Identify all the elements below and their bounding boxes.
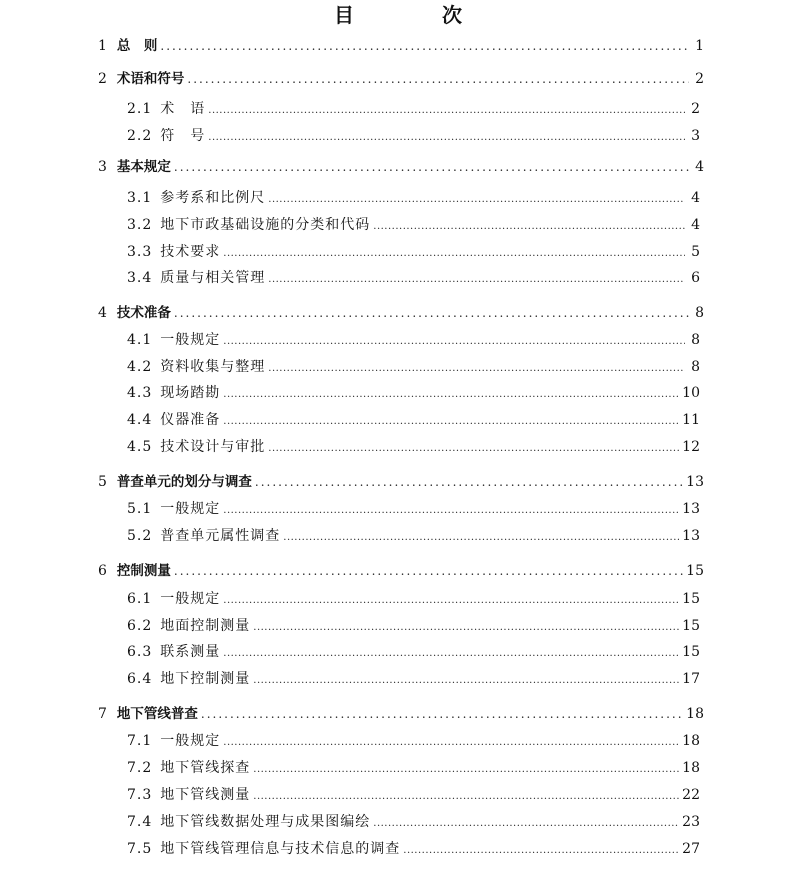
toc-entry-label: 地下市政基础设施的分类和代码 <box>160 217 371 233</box>
toc-dot-leader <box>160 33 689 59</box>
toc-entry-number: 1 <box>98 38 107 54</box>
toc-entry-number: 6.2 <box>127 618 153 634</box>
toc-dot-leader <box>253 668 679 694</box>
toc-section-entry[interactable] <box>127 586 700 612</box>
toc-entry-page-number: 15 <box>682 644 700 660</box>
toc-dot-leader <box>223 329 685 355</box>
toc-section-entry[interactable] <box>127 639 700 665</box>
toc-entry-number: 3.1 <box>127 190 153 206</box>
toc-dot-leader <box>268 436 679 462</box>
toc-dot-leader <box>223 641 679 667</box>
toc-dot-leader <box>253 615 679 641</box>
toc-entry-label: 基本规定 <box>116 159 171 175</box>
toc-entry-page-number: 15 <box>682 618 700 634</box>
toc-section-entry[interactable] <box>127 354 700 380</box>
toc-entry-page-number: 2 <box>691 101 700 117</box>
toc-entry-number: 4.2 <box>127 359 153 375</box>
toc-section-entry[interactable] <box>127 666 700 692</box>
toc-entry-number: 3.4 <box>127 270 153 286</box>
toc-entry-page-number: 1 <box>695 38 704 54</box>
toc-entry-page-number: 13 <box>686 474 704 490</box>
toc-dot-leader <box>268 356 685 382</box>
toc-section-entry[interactable] <box>127 809 700 835</box>
toc-entry-label: 参考系和比例尺 <box>160 190 266 206</box>
toc-entry-label: 一般规定 <box>160 501 221 517</box>
toc-dot-leader <box>283 525 679 551</box>
toc-entry-page-number: 2 <box>695 71 704 87</box>
toc-entry-number: 4.1 <box>127 332 153 348</box>
toc-entry-label: 质量与相关管理 <box>160 270 266 286</box>
toc-entry-page-number: 18 <box>686 706 704 722</box>
toc-entry-number: 6 <box>98 563 107 579</box>
toc-dot-leader <box>403 838 679 864</box>
toc-section-entry[interactable] <box>127 327 700 353</box>
toc-dot-leader <box>223 241 685 267</box>
toc-entry-label: 一般规定 <box>160 332 221 348</box>
toc-entry-page-number: 15 <box>686 563 704 579</box>
toc-dot-leader <box>174 558 683 584</box>
toc-entry-number: 4 <box>98 305 107 321</box>
toc-entry-label: 总 则 <box>116 38 158 54</box>
toc-entry-label: 一般规定 <box>160 591 221 607</box>
toc-entry-number: 3.2 <box>127 217 153 233</box>
toc-entry-number: 7.2 <box>127 760 153 776</box>
toc-entry-label: 术语和符号 <box>116 71 185 87</box>
toc-entry-number: 4.3 <box>127 385 153 401</box>
toc-entry-number: 6.1 <box>127 591 153 607</box>
toc-entry-label: 联系测量 <box>160 644 221 660</box>
toc-entry-number: 7.1 <box>127 733 153 749</box>
toc-section-entry[interactable] <box>127 434 700 460</box>
toc-entry-label: 地下管线探查 <box>160 760 251 776</box>
toc-entry-page-number: 10 <box>682 385 700 401</box>
toc-entry-page-number: 18 <box>682 760 700 776</box>
toc-entry-label: 普查单元属性调查 <box>160 528 281 544</box>
toc-entry-label: 现场踏勘 <box>160 385 221 401</box>
toc-section-entry[interactable] <box>127 123 700 149</box>
toc-section-entry[interactable] <box>127 265 700 291</box>
toc-section-entry[interactable] <box>127 239 700 265</box>
toc-entry-number: 5.1 <box>127 501 153 517</box>
toc-entry-label: 仪器准备 <box>160 412 221 428</box>
toc-dot-leader <box>255 469 683 495</box>
toc-entry-number: 4.4 <box>127 412 153 428</box>
toc-section-entry[interactable] <box>127 185 700 211</box>
toc-entry-label: 术 语 <box>160 101 206 117</box>
toc-entry-label: 地下管线数据处理与成果图编绘 <box>160 814 371 830</box>
toc-dot-leader <box>174 154 689 180</box>
toc-entry-page-number: 23 <box>682 814 700 830</box>
toc-chapter-entry[interactable] <box>98 300 704 326</box>
toc-dot-leader <box>253 757 679 783</box>
toc-entry-number: 3.3 <box>127 244 153 260</box>
toc-dot-leader <box>223 588 679 614</box>
toc-chapter-entry[interactable] <box>98 701 704 727</box>
toc-dot-leader <box>373 214 685 240</box>
toc-chapter-entry[interactable] <box>98 558 704 584</box>
toc-chapter-entry[interactable] <box>98 66 704 92</box>
toc-entry-number: 6.3 <box>127 644 153 660</box>
toc-entry-label: 地面控制测量 <box>160 618 251 634</box>
toc-entry-page-number: 5 <box>691 244 700 260</box>
toc-chapter-entry[interactable] <box>98 154 704 180</box>
toc-dot-leader <box>268 187 685 213</box>
toc-section-entry[interactable] <box>127 613 700 639</box>
toc-entry-page-number: 4 <box>691 217 700 233</box>
toc-dot-leader <box>201 701 683 727</box>
toc-dot-leader <box>174 300 689 326</box>
toc-section-entry[interactable] <box>127 407 700 433</box>
toc-dot-leader <box>223 382 679 408</box>
toc-entry-page-number: 8 <box>691 332 700 348</box>
toc-entry-page-number: 13 <box>682 528 700 544</box>
toc-dot-leader <box>223 730 679 756</box>
toc-entry-page-number: 4 <box>691 190 700 206</box>
toc-chapter-entry[interactable] <box>98 469 704 495</box>
toc-entry-label: 技术要求 <box>160 244 221 260</box>
toc-entry-number: 5 <box>98 474 107 490</box>
toc-section-entry[interactable] <box>127 782 700 808</box>
toc-entry-label: 控制测量 <box>116 563 171 579</box>
toc-entry-label: 符 号 <box>160 128 206 144</box>
toc-entry-number: 7.3 <box>127 787 153 803</box>
toc-entry-page-number: 17 <box>682 671 700 687</box>
toc-entry-page-number: 8 <box>691 359 700 375</box>
toc-entry-label: 地下控制测量 <box>160 671 251 687</box>
toc-entry-label: 技术设计与审批 <box>160 439 266 455</box>
toc-entry-number: 7 <box>98 706 107 722</box>
toc-entry-label: 普查单元的划分与调查 <box>116 474 252 490</box>
toc-section-entry[interactable] <box>127 728 700 754</box>
toc-entry-number: 2.1 <box>127 101 153 117</box>
toc-dot-leader <box>208 98 685 124</box>
toc-entry-number: 3 <box>98 159 107 175</box>
toc-entry-label: 资料收集与整理 <box>160 359 266 375</box>
toc-entry-page-number: 13 <box>682 501 700 517</box>
page-title: 目 次 <box>334 3 496 27</box>
toc-entry-page-number: 6 <box>691 270 700 286</box>
toc-dot-leader <box>253 784 679 810</box>
toc-entry-page-number: 18 <box>682 733 700 749</box>
toc-entry-page-number: 8 <box>695 305 704 321</box>
toc-section-entry[interactable] <box>127 755 700 781</box>
toc-dot-leader <box>268 267 685 293</box>
toc-entry-number: 2 <box>98 71 107 87</box>
toc-dot-leader <box>223 498 679 524</box>
toc-section-entry[interactable] <box>127 836 700 862</box>
toc-entry-label: 地下管线管理信息与技术信息的调查 <box>160 841 401 857</box>
toc-section-entry[interactable] <box>127 380 700 406</box>
toc-chapter-entry[interactable] <box>98 33 704 59</box>
toc-section-entry[interactable] <box>127 523 700 549</box>
toc-entry-label: 技术准备 <box>116 305 171 321</box>
toc-section-entry[interactable] <box>127 496 700 522</box>
toc-section-entry[interactable] <box>127 212 700 238</box>
toc-entry-number: 7.4 <box>127 814 153 830</box>
toc-entry-number: 4.5 <box>127 439 153 455</box>
toc-dot-leader <box>223 409 679 435</box>
toc-entry-label: 地下管线测量 <box>160 787 251 803</box>
toc-entry-page-number: 15 <box>682 591 700 607</box>
toc-entry-page-number: 22 <box>682 787 700 803</box>
toc-entry-page-number: 4 <box>695 159 704 175</box>
toc-section-entry[interactable] <box>127 96 700 122</box>
toc-dot-leader <box>373 811 679 837</box>
toc-entry-label: 地下管线普查 <box>116 706 198 722</box>
toc-entry-page-number: 11 <box>682 412 700 428</box>
toc-entry-page-number: 12 <box>682 439 700 455</box>
toc-entry-number: 6.4 <box>127 671 153 687</box>
toc-entry-number: 5.2 <box>127 528 153 544</box>
toc-dot-leader <box>208 125 685 151</box>
toc-entry-number: 7.5 <box>127 841 153 857</box>
toc-entry-page-number: 27 <box>682 841 700 857</box>
toc-dot-leader <box>187 66 689 92</box>
toc-entry-label: 一般规定 <box>160 733 221 749</box>
toc-entry-page-number: 3 <box>691 128 700 144</box>
toc-entry-number: 2.2 <box>127 128 153 144</box>
